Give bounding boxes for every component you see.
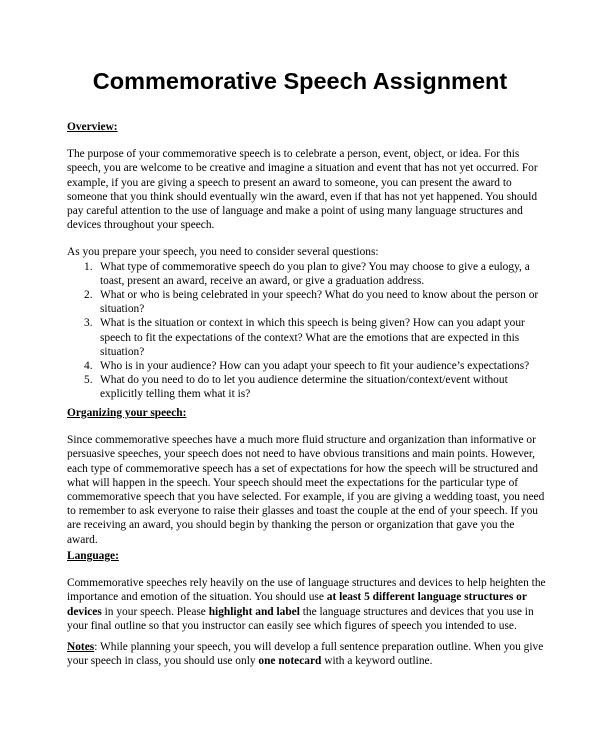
notes-text-2: with a keyword outline. — [321, 655, 433, 668]
language-bold-2: highlight and label — [208, 605, 300, 618]
list-item — [67, 260, 547, 288]
list-number: 3. — [84, 317, 93, 330]
page-title: Commemorative Speech Assignment — [92, 68, 508, 94]
overview-paragraph: The purpose of your commemorative speech is to celebrate a person, event, object, or idea. For this speech, you are welcome to be creative and imagine a situation and event that has not yet occurred. For example, if you are giving a speech to present an award to someone, you can present the award to someone that you think should eventually win the award, even if that has not yet happened. You should pay careful attention to the use of language and make a point of using many language structures and devices throughout your speech. — [67, 148, 538, 232]
list-number: 5. — [84, 374, 93, 387]
notes-paragraph — [67, 640, 547, 668]
language-text-2: in your speech. Please — [101, 605, 209, 618]
overview-heading: Overview: — [67, 121, 118, 133]
questions-list — [67, 260, 547, 402]
organizing-paragraph: Since commemorative speeches have a much more fluid structure and organization than informative or persuasive speeches, your speech does not need to have obvious transitions and main points. However, each type of commemorative speech has a set of expectations for how the speech will be structured and what will happen in the speech. Your speech should meet the expectations for the particular type of commemorative speech that you have selected. For example, if you are giving a wedding toast, you need to remember to ask everyone to raise their glasses and toast the couple at the end of your speech. If you are receiving an award, you should begin by thanking the person or organization that gave you the award. — [67, 434, 545, 546]
list-text: Who is in your audience? How can you adapt your speech to fit your audience’s expectations? — [100, 360, 530, 373]
list-item — [67, 373, 547, 401]
language-heading: Language: — [67, 550, 119, 562]
questions-intro: As you prepare your speech, you need to consider several questions: — [67, 246, 379, 259]
organizing-section — [67, 406, 547, 547]
organizing-heading: Organizing your speech: — [67, 407, 187, 419]
list-text: What type of commemorative speech do you plan to give? You may choose to give a eulogy, a toast, present an award, receive an award, or give a graduation address. — [100, 260, 530, 287]
list-number: 4. — [84, 360, 93, 373]
list-number: 2. — [84, 289, 93, 302]
notes-text-1: : While planning your speech, you will develop a full sentence preparation outline. When you give your speech in class, you should use only — [67, 641, 544, 668]
language-bold-1: at least 5 different language structures or devices — [67, 591, 527, 618]
list-item — [67, 316, 547, 359]
language-section — [67, 549, 547, 633]
language-paragraph — [67, 576, 547, 633]
list-item — [67, 288, 547, 316]
language-text-3: the language structures and devices that you use in your final outline so that you instructor can easily see which figures of speech you intended to use. — [67, 605, 534, 632]
list-item — [67, 359, 547, 373]
list-text: What do you need to do to let you audience determine the situation/context/event without explicitly telling them what it is? — [100, 374, 508, 401]
language-text-1: Commemorative speeches rely heavily on the use of language structures and devices to help heighten the importance and emotion of the situation. You should use — [67, 577, 546, 604]
notes-section — [67, 640, 547, 668]
list-text: What or who is being celebrated in your speech? What do you need to know about the person or situation? — [100, 289, 539, 316]
list-text: What is the situation or context in which this speech is being given? How can you adapt your speech to fit the expectations of the context? What are the emotions that are expected in this situation? — [100, 317, 525, 358]
notes-label: Notes — [67, 641, 95, 653]
list-number: 1. — [84, 260, 93, 273]
overview-section — [67, 120, 547, 402]
notes-bold: one notecard — [258, 655, 322, 668]
